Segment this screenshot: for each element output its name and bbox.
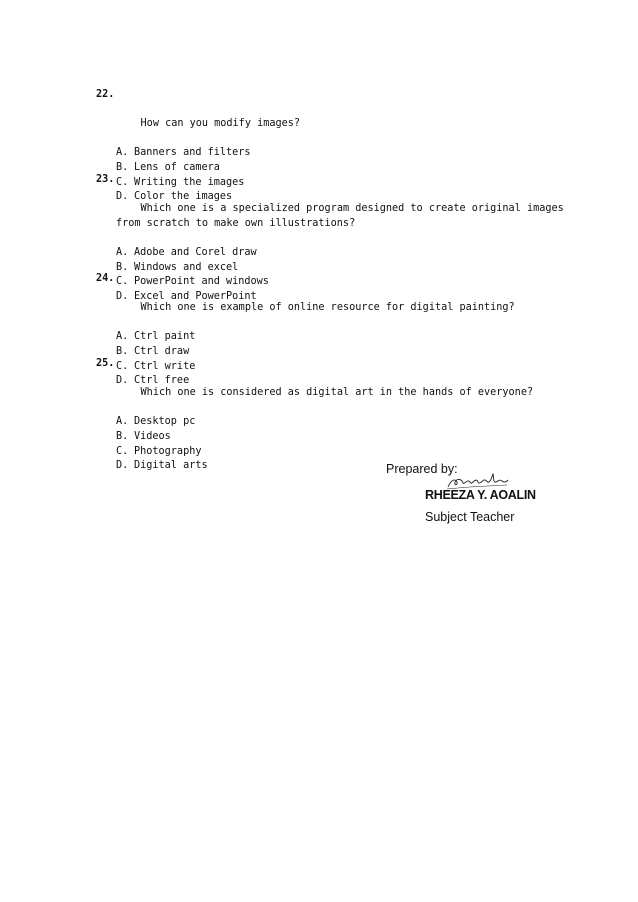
option-b: B. Windows and excel <box>116 261 239 273</box>
option-c: C. Ctrl write <box>116 360 196 372</box>
option-b: B. Ctrl draw <box>116 345 190 357</box>
question-stem <box>96 272 566 330</box>
question-stem <box>96 173 570 246</box>
question-number: 25. <box>96 358 115 369</box>
option-a: A. Ctrl paint <box>116 331 196 343</box>
question-text: Which one is considered as digital art in the hands of everyone? <box>140 387 534 399</box>
option-c: C. PowerPoint and windows <box>116 276 269 288</box>
question-number: 23. <box>96 174 115 185</box>
option-c: C. Writing the images <box>116 176 245 188</box>
option-b: B. Videos <box>116 430 171 442</box>
option-c: C. Photography <box>116 445 202 457</box>
question-stem <box>96 88 566 146</box>
option-a: A. Banners and filters <box>116 147 251 159</box>
option-d: D. Excel and PowerPoint <box>116 290 257 302</box>
option-d: D. Ctrl free <box>116 375 190 387</box>
option-b: B. Lens of camera <box>116 161 220 173</box>
teacher-role: Subject Teacher <box>425 510 515 524</box>
question-25 <box>96 357 566 474</box>
question-text: Which one is a specialized program designed to create original images from scratch to make own illustrations? <box>116 203 570 229</box>
option-d: D. Color the images <box>116 191 233 203</box>
question-text: Which one is example of online resource for digital painting? <box>140 302 515 314</box>
question-stem <box>96 357 566 415</box>
option-d: D. Digital arts <box>116 460 208 472</box>
option-a: A. Desktop pc <box>116 416 196 428</box>
teacher-name: RHEEZA Y. AOALIN <box>425 488 536 502</box>
question-number: 24. <box>96 273 115 284</box>
question-text: How can you modify images? <box>140 118 301 130</box>
option-a: A. Adobe and Corel draw <box>116 246 257 258</box>
prepared-by-label: Prepared by: <box>386 462 458 476</box>
question-number: 22. <box>96 89 115 100</box>
